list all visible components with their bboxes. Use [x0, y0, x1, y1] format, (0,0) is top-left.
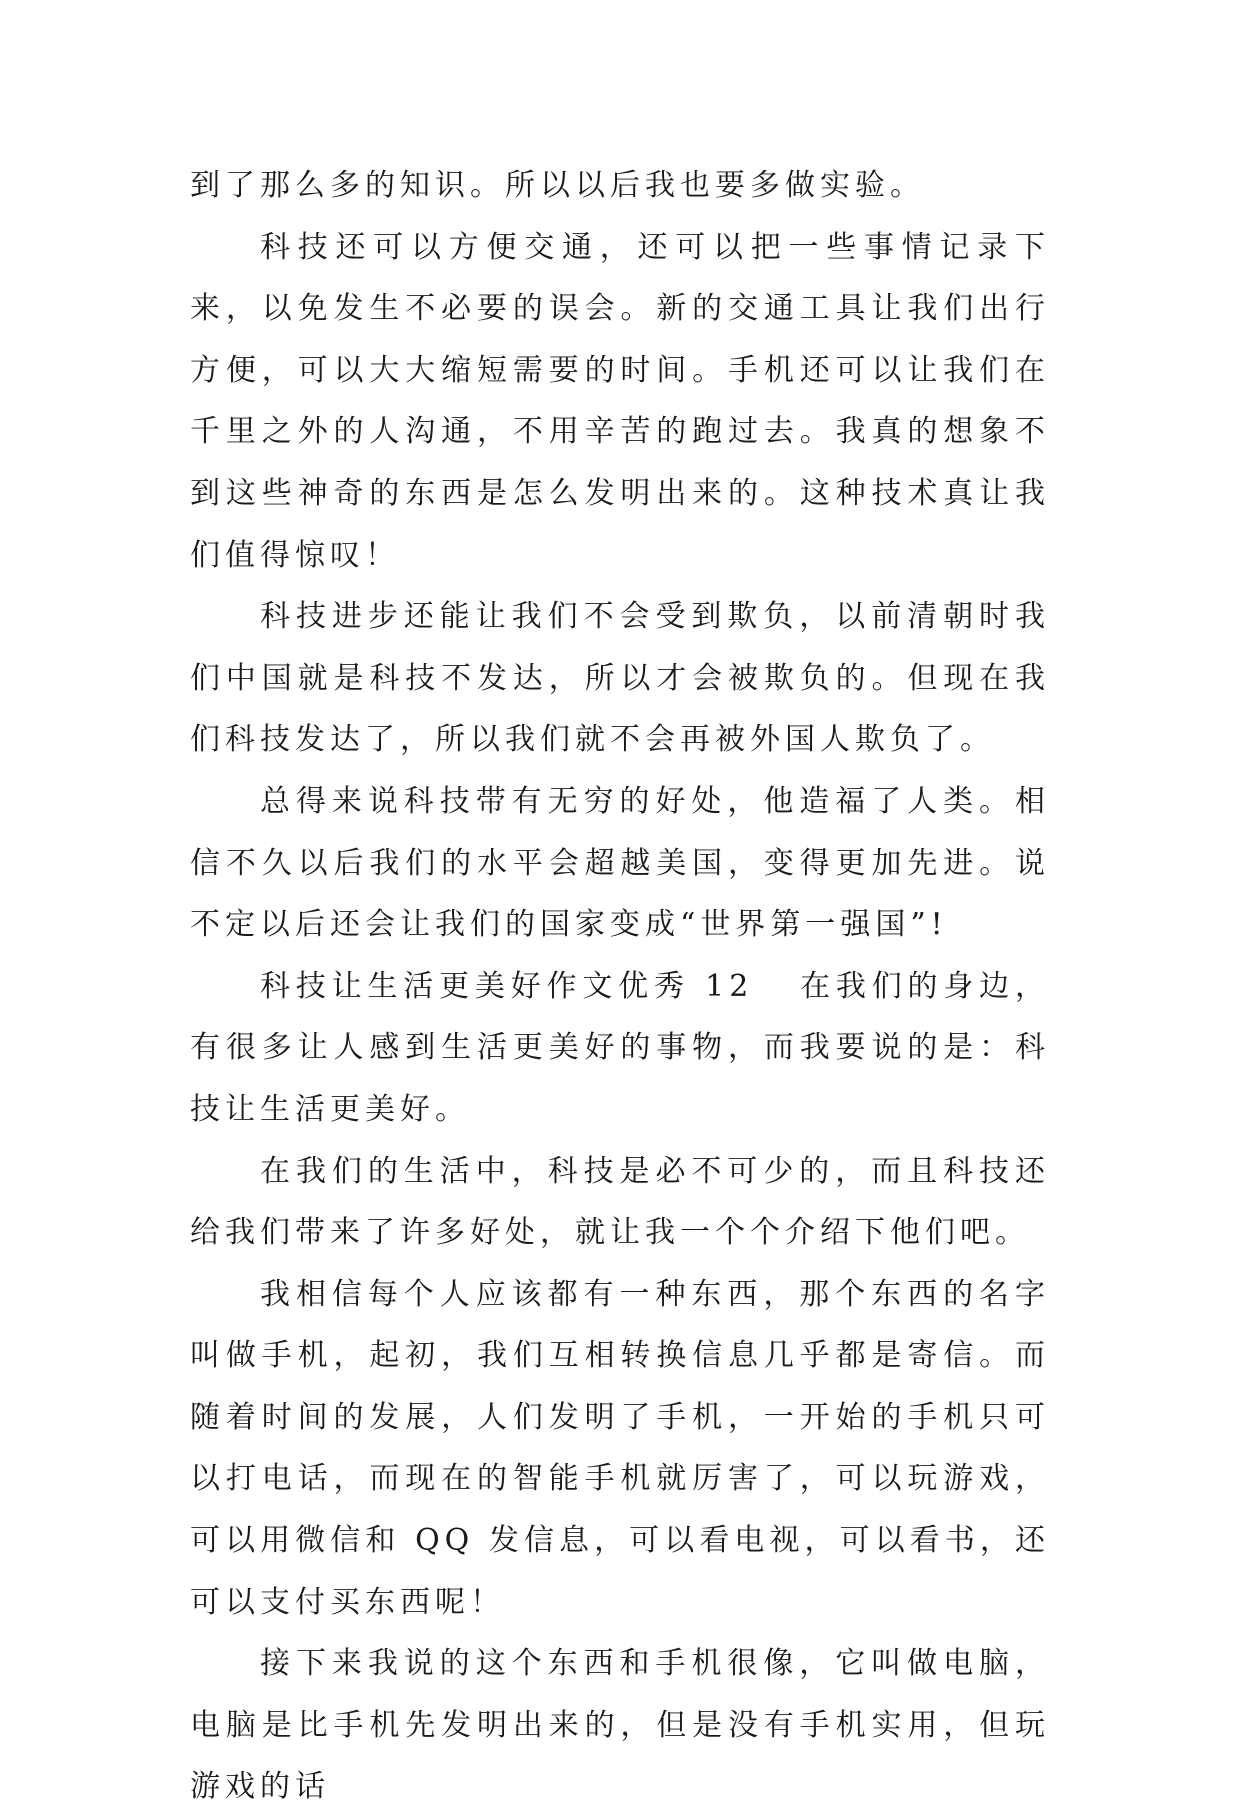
paragraph-4: 总得来说科技带有无穷的好处，他造福了人类。相信不久以后我们的水平会超越美国，变得更加先进。说不定以后还会让我们的国家变成“世界第一强国”!	[190, 783, 1050, 943]
paragraph-8: 接下来我说的这个东西和手机很像，它叫做电脑，电脑是比手机先发明出来的，但是没有手机实用，但玩游戏的话	[190, 1646, 1050, 1805]
paragraph-2: 科技还可以方便交通，还可以把一些事情记录下来，以免发生不必要的误会。新的交通工具让我们出行方便，可以大大缩短需要的时间。手机还可以让我们在千里之外的人沟通，不用辛苦的跑过去。我真的想象不到这些神奇的东西是怎么发明出来的。这种技术真让我们值得惊叹！	[190, 229, 1050, 573]
document-body	[190, 155, 1050, 1818]
paragraph-5-text: 在我们的身边，有很多让人感到生活更美好的事物，而我要说的是：科技让生活更美好。	[190, 968, 1050, 1127]
paragraph-1: 到了那么多的知识。所以以后我也要多做实验。	[190, 168, 925, 203]
paragraph-7: 我相信每个人应该都有一种东西，那个东西的名字叫做手机，起初，我们互相转换信息几乎都是寄信。而随着时间的发展，人们发明了手机，一开始的手机只可以打电话，而现在的智能手机就厉害了，可以玩游戏，可以用微信和 QQ 发信息，可以看电视，可以看书，还可以支付买东西呢！	[190, 1276, 1050, 1620]
paragraph-3: 科技进步还能让我们不会受到欺负，以前清朝时我们中国就是科技不发达，所以才会被欺负的。但现在我们科技发达了，所以我们就不会再被外国人欺负了。	[190, 599, 1050, 758]
paragraph-5	[190, 956, 1050, 1141]
section-heading: 科技让生活更美好作文优秀 12	[260, 968, 754, 1004]
paragraph-6: 在我们的生活中，科技是必不可少的，而且科技还给我们带来了许多好处，就让我一个个介绍下他们吧。	[190, 1153, 1050, 1251]
